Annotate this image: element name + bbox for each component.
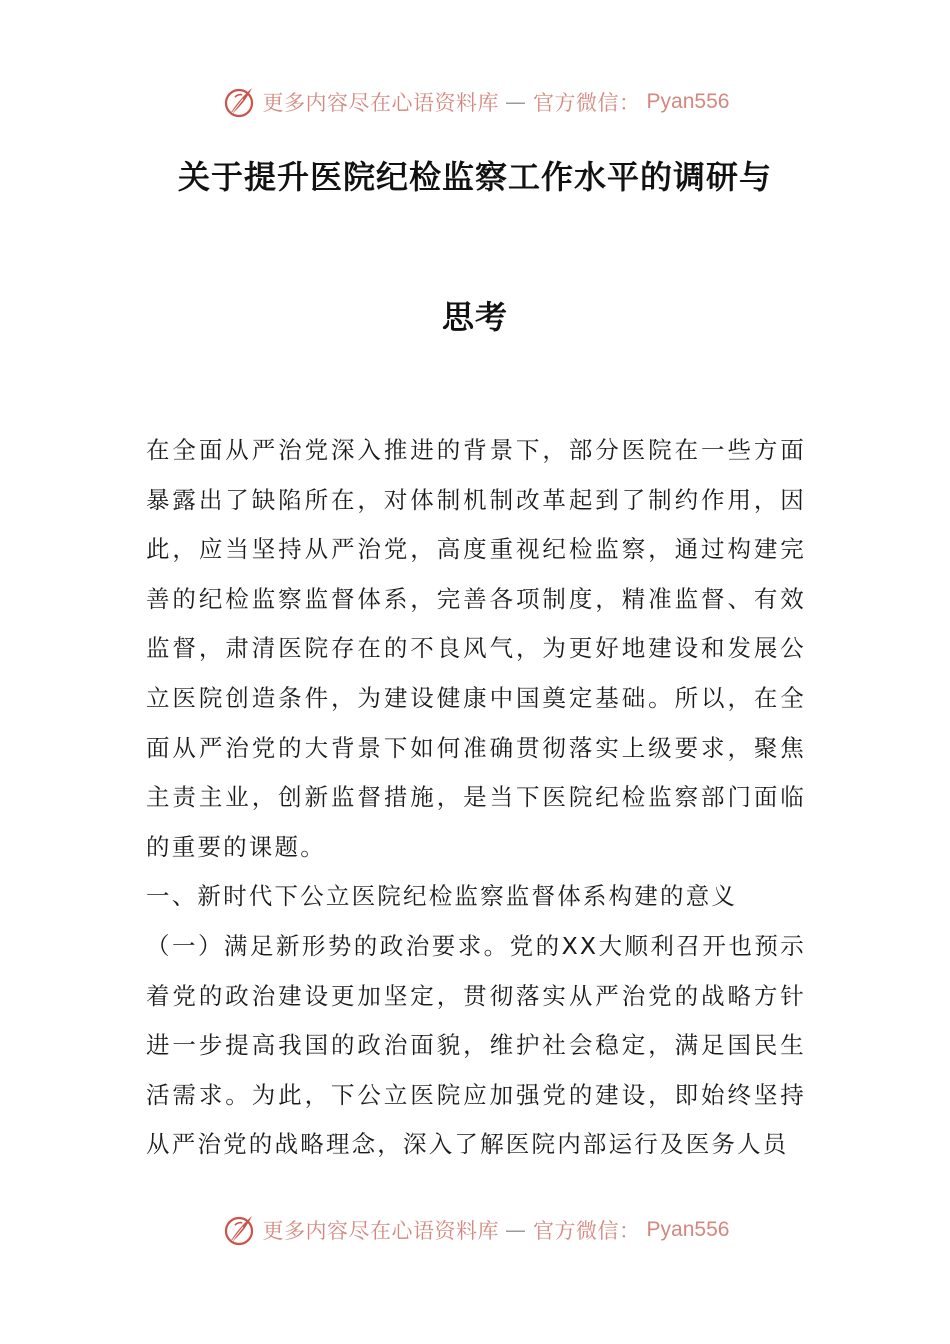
watermark-text: 更多内容尽在心语资料库 bbox=[262, 1219, 500, 1243]
document-title-line1: 关于提升医院纪检监察工作水平的调研与 bbox=[177, 158, 772, 196]
watermark-label: 官方微信： bbox=[533, 1219, 641, 1243]
watermark-label: 官方微信： bbox=[533, 91, 641, 115]
document-body bbox=[146, 426, 806, 1170]
watermark-handle: Pyan556 bbox=[646, 90, 730, 113]
body-paragraph-section-1-1: （一）满足新形势的政治要求。党的XX大顺利召开也预示着党的政治建设更加坚定，贯彻落实从严治党的战略方针进一步提高我国的政治面貌，维护社会稳定，满足国民生活需求。为此，下公立医院应加强党的建设，即始终坚持从严治党的战略理念，深入了解医院内部运行及医务人员 bbox=[146, 931, 806, 1159]
watermark-banner-bottom bbox=[0, 1210, 950, 1250]
watermark-separator: — bbox=[505, 90, 528, 114]
watermark-handle: Pyan556 bbox=[646, 1218, 730, 1241]
watermark-banner-top bbox=[0, 82, 950, 122]
quill-pen-logo-icon bbox=[221, 84, 257, 120]
quill-pen-logo-icon bbox=[221, 1212, 257, 1248]
section-heading-1: 一、新时代下公立医院纪检监察监督体系构建的意义 bbox=[146, 882, 738, 911]
watermark-text: 更多内容尽在心语资料库 bbox=[262, 91, 500, 115]
document-title-line2: 思考 bbox=[441, 298, 508, 336]
watermark-separator: — bbox=[505, 1218, 528, 1242]
body-paragraph-intro: 在全面从严治党深入推进的背景下，部分医院在一些方面暴露出了缺陷所在，对体制机制改革起到了制约作用，因此，应当坚持从严治党，高度重视纪检监察，通过构建完善的纪检监察监督体系，完善各项制度，精准监督、有效监督，肃清医院存在的不良风气，为更好地建设和发展公立医院创造条件，为建设健康中国奠定基础。所以，在全面从严治党的大背景下如何准确贯彻落实上级要求，聚焦主责主业，创新监督措施，是当下医院纪检监察部门面临的重要的课题。 bbox=[146, 436, 806, 861]
